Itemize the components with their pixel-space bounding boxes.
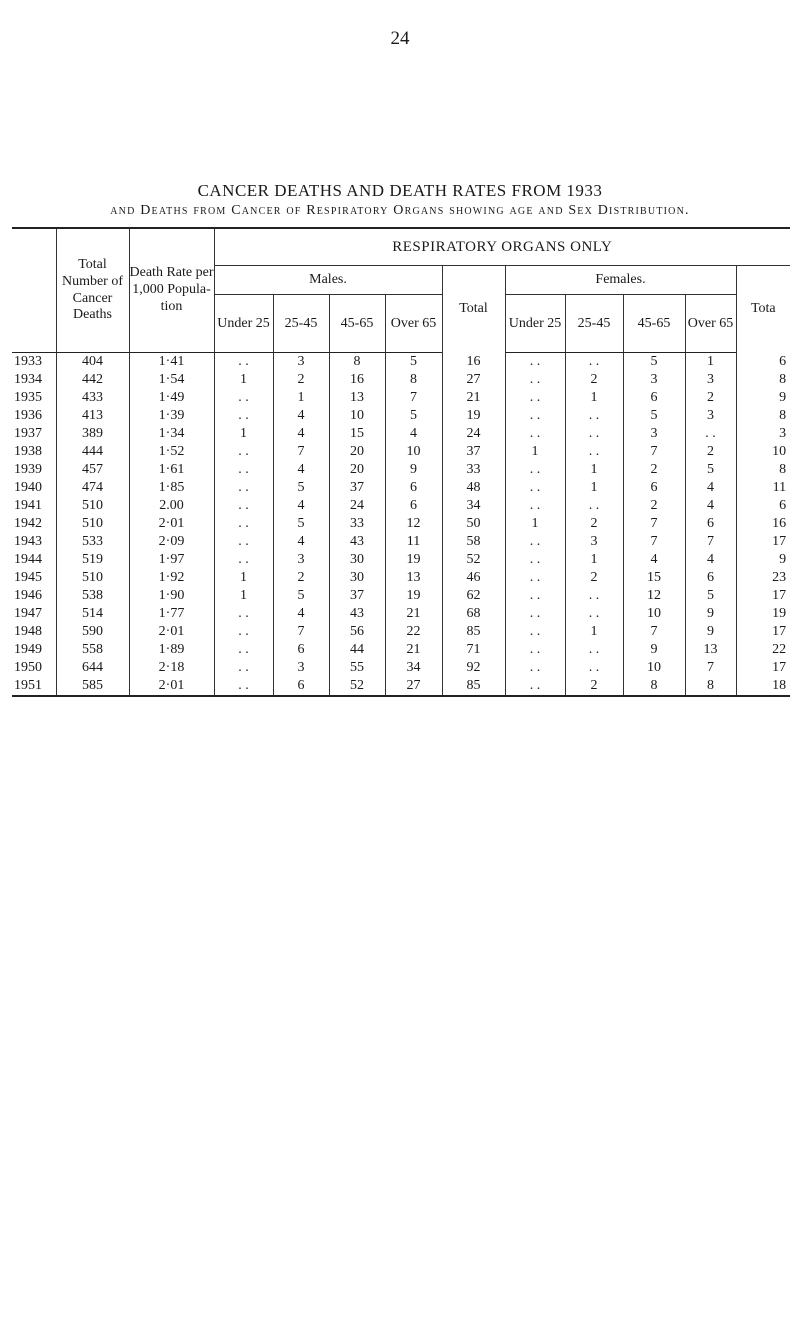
table-cell: . . <box>565 605 623 623</box>
table-cell: 44 <box>329 641 385 659</box>
table-cell: 33 <box>329 515 385 533</box>
year-cell: 1945 <box>14 570 42 585</box>
year-cell: 1942 <box>14 516 42 531</box>
table-cell: 6 <box>385 497 442 515</box>
table-cell: 5 <box>385 407 442 425</box>
table-body <box>12 353 790 697</box>
table-cell: . . <box>565 353 623 372</box>
table-cell: 10 <box>329 407 385 425</box>
males-header: Males. <box>214 266 442 295</box>
table-cell: 5 <box>623 353 685 372</box>
year-cell: 1947 <box>14 606 42 621</box>
table-cell: 7 <box>623 515 685 533</box>
table-cell: 4 <box>273 497 329 515</box>
table-cell: 19 <box>442 407 505 425</box>
table-cell: 5 <box>273 515 329 533</box>
table-cell: 3 <box>623 371 685 389</box>
table-cell: 1·49 <box>129 389 214 407</box>
table-cell: 1·97 <box>129 551 214 569</box>
table-cell: . . <box>505 533 565 551</box>
table-cell: 20 <box>329 443 385 461</box>
table-cell: 2.00 <box>129 497 214 515</box>
male-under-25-header: Under 25 <box>214 295 273 353</box>
table-cell: 533 <box>56 533 129 551</box>
table-cell: . . <box>214 389 273 407</box>
table-cell: 55 <box>329 659 385 677</box>
table-cell: . . <box>214 407 273 425</box>
female-total-header: Tota <box>736 266 790 353</box>
table-cell: 1 <box>214 587 273 605</box>
table-cell: 33 <box>442 461 505 479</box>
table-cell: 1 <box>505 515 565 533</box>
table-cell: . . <box>214 533 273 551</box>
table-cell: 17 <box>736 533 790 551</box>
table-cell: 58 <box>442 533 505 551</box>
table-cell: 34 <box>385 659 442 677</box>
female-45-65-header: 45-65 <box>623 295 685 353</box>
table-cell: 4 <box>273 407 329 425</box>
table-cell: 1 <box>565 461 623 479</box>
table-cell: 19 <box>385 551 442 569</box>
female-25-45-header: 25-45 <box>565 295 623 353</box>
table-cell: 644 <box>56 659 129 677</box>
table-cell: 17 <box>736 623 790 641</box>
table-cell: 8 <box>329 353 385 372</box>
table-cell: 7 <box>685 659 736 677</box>
table-row <box>12 677 790 696</box>
table-cell: 20 <box>329 461 385 479</box>
table-cell: 9 <box>623 641 685 659</box>
cancer-deaths-table <box>12 227 790 697</box>
table-row <box>12 641 790 659</box>
table-cell: 2 <box>565 371 623 389</box>
year-cell: 1933 <box>14 354 42 369</box>
table-cell: . . <box>505 353 565 372</box>
table-row <box>12 623 790 641</box>
table-cell: 7 <box>273 443 329 461</box>
table-cell: 50 <box>442 515 505 533</box>
table-cell: 43 <box>329 605 385 623</box>
year-cell: 1950 <box>14 660 42 675</box>
table-cell: 2 <box>565 677 623 696</box>
table-cell: 1 <box>565 389 623 407</box>
table-cell: 389 <box>56 425 129 443</box>
table-row <box>12 425 790 443</box>
table-cell: 7 <box>623 623 685 641</box>
table-cell: . . <box>505 407 565 425</box>
table-cell: 4 <box>685 497 736 515</box>
table-cell: 404 <box>56 353 129 372</box>
table-row <box>12 569 790 587</box>
table-cell: 17 <box>736 587 790 605</box>
male-total-header: Total <box>442 266 505 353</box>
table-cell: 2·18 <box>129 659 214 677</box>
table-cell: 3 <box>685 407 736 425</box>
respiratory-organs-header: RESPIRATORY ORGANS ONLY <box>214 228 790 266</box>
table-cell: 4 <box>685 479 736 497</box>
table-cell: 457 <box>56 461 129 479</box>
table-cell: 4 <box>685 551 736 569</box>
table-row <box>12 461 790 479</box>
table-row <box>12 659 790 677</box>
page-number: 24 <box>390 28 410 49</box>
table-row <box>12 479 790 497</box>
table-cell: 6 <box>273 677 329 696</box>
table-cell: 2·01 <box>129 677 214 696</box>
table-cell: . . <box>565 407 623 425</box>
table-cell: . . <box>505 659 565 677</box>
year-cell: 1941 <box>14 498 42 513</box>
table-cell: 22 <box>736 641 790 659</box>
death-rate-header: Death Rate per 1,000 Popula- tion <box>129 228 214 353</box>
table-row <box>12 443 790 461</box>
table-cell: 23 <box>736 569 790 587</box>
year-cell: 1938 <box>14 444 42 459</box>
table-cell: . . <box>214 623 273 641</box>
table-cell: 1 <box>214 425 273 443</box>
table-cell: 4 <box>273 533 329 551</box>
table-cell: 7 <box>385 389 442 407</box>
table-cell: . . <box>214 497 273 515</box>
table-cell: 8 <box>736 371 790 389</box>
table-cell: 12 <box>623 587 685 605</box>
table-cell: 48 <box>442 479 505 497</box>
table-cell: 5 <box>273 587 329 605</box>
table-cell: 8 <box>685 677 736 696</box>
table-row <box>12 389 790 407</box>
table-cell: 3 <box>685 371 736 389</box>
table-cell: 5 <box>685 587 736 605</box>
table-cell: 16 <box>736 515 790 533</box>
table-cell: . . <box>565 659 623 677</box>
table-cell: 37 <box>329 587 385 605</box>
table-cell: 514 <box>56 605 129 623</box>
table-cell: 6 <box>273 641 329 659</box>
table-cell: 13 <box>685 641 736 659</box>
table-cell: 5 <box>623 407 685 425</box>
year-cell: 1937 <box>14 426 42 441</box>
table-cell: 30 <box>329 551 385 569</box>
table-cell: 1 <box>505 443 565 461</box>
table-cell: 71 <box>442 641 505 659</box>
table-cell: . . <box>505 389 565 407</box>
table-cell: 12 <box>385 515 442 533</box>
table-cell: 2 <box>685 443 736 461</box>
table-header <box>12 228 790 353</box>
table-cell: . . <box>505 551 565 569</box>
year-cell: 1934 <box>14 372 42 387</box>
table-cell: 9 <box>736 551 790 569</box>
table-cell: 21 <box>385 641 442 659</box>
table-cell: 37 <box>329 479 385 497</box>
male-over-65-header: Over 65 <box>385 295 442 353</box>
table-cell: 6 <box>685 515 736 533</box>
table-cell: . . <box>214 659 273 677</box>
table-cell: 5 <box>685 461 736 479</box>
table-cell: 62 <box>442 587 505 605</box>
table-cell: 46 <box>442 569 505 587</box>
table-cell: 8 <box>736 461 790 479</box>
table-cell: . . <box>505 605 565 623</box>
table-cell: 11 <box>736 479 790 497</box>
table-cell: 10 <box>623 605 685 623</box>
table-cell: 43 <box>329 533 385 551</box>
table-row <box>12 497 790 515</box>
table-cell: 9 <box>685 605 736 623</box>
table-cell: . . <box>214 461 273 479</box>
table-cell: 24 <box>442 425 505 443</box>
table-cell: 3 <box>565 533 623 551</box>
table-cell: 19 <box>736 605 790 623</box>
table-cell: 6 <box>736 497 790 515</box>
table-cell: 15 <box>623 569 685 587</box>
year-cell: 1939 <box>14 462 42 477</box>
table-cell: 413 <box>56 407 129 425</box>
table-cell: 4 <box>273 425 329 443</box>
table-cell: 474 <box>56 479 129 497</box>
table-cell: 16 <box>442 353 505 372</box>
table-cell: 10 <box>623 659 685 677</box>
table-cell: 1·77 <box>129 605 214 623</box>
table-cell: 17 <box>736 659 790 677</box>
table-cell: 3 <box>273 659 329 677</box>
table-cell: . . <box>565 425 623 443</box>
table-cell: 5 <box>385 353 442 372</box>
table-cell: . . <box>505 587 565 605</box>
table-row <box>12 371 790 389</box>
table-cell: 1·34 <box>129 425 214 443</box>
table-cell: 3 <box>736 425 790 443</box>
table-cell: . . <box>214 641 273 659</box>
table-cell: 1·61 <box>129 461 214 479</box>
table-cell: 510 <box>56 497 129 515</box>
table-cell: 1·41 <box>129 353 214 372</box>
table-row <box>12 551 790 569</box>
page-title: CANCER DEATHS AND DEATH RATES FROM 1933 <box>197 181 603 200</box>
table-cell: 2 <box>273 569 329 587</box>
table-cell: 1 <box>565 479 623 497</box>
table-cell: 558 <box>56 641 129 659</box>
table-cell: 510 <box>56 569 129 587</box>
table-cell: . . <box>214 605 273 623</box>
table-cell: . . <box>565 641 623 659</box>
table-cell: . . <box>505 425 565 443</box>
table-cell: 27 <box>442 371 505 389</box>
table-row <box>12 533 790 551</box>
table-cell: 2 <box>565 515 623 533</box>
table-cell: . . <box>505 569 565 587</box>
table-cell: 538 <box>56 587 129 605</box>
table-cell: 444 <box>56 443 129 461</box>
table-cell: 19 <box>385 587 442 605</box>
table-row <box>12 515 790 533</box>
male-45-65-header: 45-65 <box>329 295 385 353</box>
table-cell: 2 <box>685 389 736 407</box>
table-cell: 2·01 <box>129 515 214 533</box>
year-cell: 1949 <box>14 642 42 657</box>
table-cell: 21 <box>385 605 442 623</box>
table-cell: 6 <box>623 479 685 497</box>
table-cell: 8 <box>385 371 442 389</box>
table-cell: . . <box>565 443 623 461</box>
table-cell: 6 <box>623 389 685 407</box>
table-cell: 68 <box>442 605 505 623</box>
table-cell: 1·89 <box>129 641 214 659</box>
table-cell: 7 <box>685 533 736 551</box>
table-cell: 585 <box>56 677 129 696</box>
year-cell: 1935 <box>14 390 42 405</box>
table-cell: 1·90 <box>129 587 214 605</box>
table-cell: . . <box>565 587 623 605</box>
table-cell: 7 <box>273 623 329 641</box>
table-cell: 22 <box>385 623 442 641</box>
table-cell: . . <box>505 371 565 389</box>
table-cell: 85 <box>442 623 505 641</box>
table-cell: 13 <box>385 569 442 587</box>
table-cell: 519 <box>56 551 129 569</box>
table-cell: . . <box>214 353 273 372</box>
table-cell: 6 <box>385 479 442 497</box>
table-cell: . . <box>214 515 273 533</box>
female-under-25-header: Under 25 <box>505 295 565 353</box>
table-cell: . . <box>505 497 565 515</box>
table-cell: 2 <box>565 569 623 587</box>
table-cell: 10 <box>385 443 442 461</box>
table-cell: 590 <box>56 623 129 641</box>
table-cell: 27 <box>385 677 442 696</box>
table-cell: 4 <box>273 461 329 479</box>
table-cell: 4 <box>273 605 329 623</box>
table-cell: 1·52 <box>129 443 214 461</box>
table-cell: 85 <box>442 677 505 696</box>
table-cell: 1·39 <box>129 407 214 425</box>
table-cell: 1·54 <box>129 371 214 389</box>
table-cell: . . <box>505 677 565 696</box>
table-cell: 1 <box>565 551 623 569</box>
table-cell: . . <box>505 461 565 479</box>
table-cell: 2·09 <box>129 533 214 551</box>
table-cell: 11 <box>385 533 442 551</box>
table-cell: 2 <box>273 371 329 389</box>
table-cell: 510 <box>56 515 129 533</box>
table-cell: 3 <box>273 551 329 569</box>
table-cell: 4 <box>623 551 685 569</box>
table-cell: 7 <box>623 443 685 461</box>
table-cell: 8 <box>736 407 790 425</box>
table-cell: 1·85 <box>129 479 214 497</box>
table-cell: 2 <box>623 461 685 479</box>
table-cell: 15 <box>329 425 385 443</box>
table-cell: 6 <box>685 569 736 587</box>
table-cell: 16 <box>329 371 385 389</box>
table-row <box>12 407 790 425</box>
table-cell: . . <box>214 677 273 696</box>
table-row <box>12 605 790 623</box>
male-25-45-header: 25-45 <box>273 295 329 353</box>
table-cell: 2·01 <box>129 623 214 641</box>
table-cell: 24 <box>329 497 385 515</box>
table-cell: . . <box>214 551 273 569</box>
total-cancer-deaths-header: Total Number of Cancer Deaths <box>56 228 129 353</box>
table-cell: . . <box>505 623 565 641</box>
table-cell: . . <box>505 479 565 497</box>
table-cell: 3 <box>273 353 329 372</box>
table-cell: 56 <box>329 623 385 641</box>
year-cell: 1944 <box>14 552 42 567</box>
table-cell: 2 <box>623 497 685 515</box>
table-cell: 52 <box>442 551 505 569</box>
table-cell: 37 <box>442 443 505 461</box>
page-subtitle: and Deaths from Cancer of Respiratory Organs showing age and Sex Distribution. <box>110 203 690 218</box>
table-cell: 6 <box>736 353 790 372</box>
female-over-65-header: Over 65 <box>685 295 736 353</box>
table-cell: 1·92 <box>129 569 214 587</box>
table-cell: 21 <box>442 389 505 407</box>
year-cell: 1940 <box>14 480 42 495</box>
table-cell: . . <box>214 479 273 497</box>
year-cell: 1943 <box>14 534 42 549</box>
table-cell: 8 <box>623 677 685 696</box>
table-cell: . . <box>505 641 565 659</box>
table-cell: 30 <box>329 569 385 587</box>
table-cell: 52 <box>329 677 385 696</box>
year-header <box>12 228 56 353</box>
table-cell: 1 <box>565 623 623 641</box>
year-cell: 1948 <box>14 624 42 639</box>
year-cell: 1936 <box>14 408 42 423</box>
table-cell: 18 <box>736 677 790 696</box>
table-cell: 10 <box>736 443 790 461</box>
table-row <box>12 353 790 372</box>
table-cell: . . <box>565 497 623 515</box>
year-cell: 1951 <box>12 677 56 696</box>
table-cell: 1 <box>273 389 329 407</box>
table-cell: 1 <box>214 569 273 587</box>
table-cell: 7 <box>623 533 685 551</box>
table-cell: 9 <box>385 461 442 479</box>
table-cell: . . <box>685 425 736 443</box>
table-cell: 433 <box>56 389 129 407</box>
table-cell: 92 <box>442 659 505 677</box>
table-cell: 34 <box>442 497 505 515</box>
table-row <box>12 587 790 605</box>
table-cell: 5 <box>273 479 329 497</box>
table-cell: 13 <box>329 389 385 407</box>
year-cell: 1946 <box>14 588 42 603</box>
table-cell: 1 <box>685 353 736 372</box>
table-cell: 9 <box>685 623 736 641</box>
females-header: Females. <box>505 266 736 295</box>
table-cell: 1 <box>214 371 273 389</box>
table-cell: 9 <box>736 389 790 407</box>
table-cell: 4 <box>385 425 442 443</box>
table-cell: . . <box>214 443 273 461</box>
table-cell: 442 <box>56 371 129 389</box>
table-cell: 3 <box>623 425 685 443</box>
